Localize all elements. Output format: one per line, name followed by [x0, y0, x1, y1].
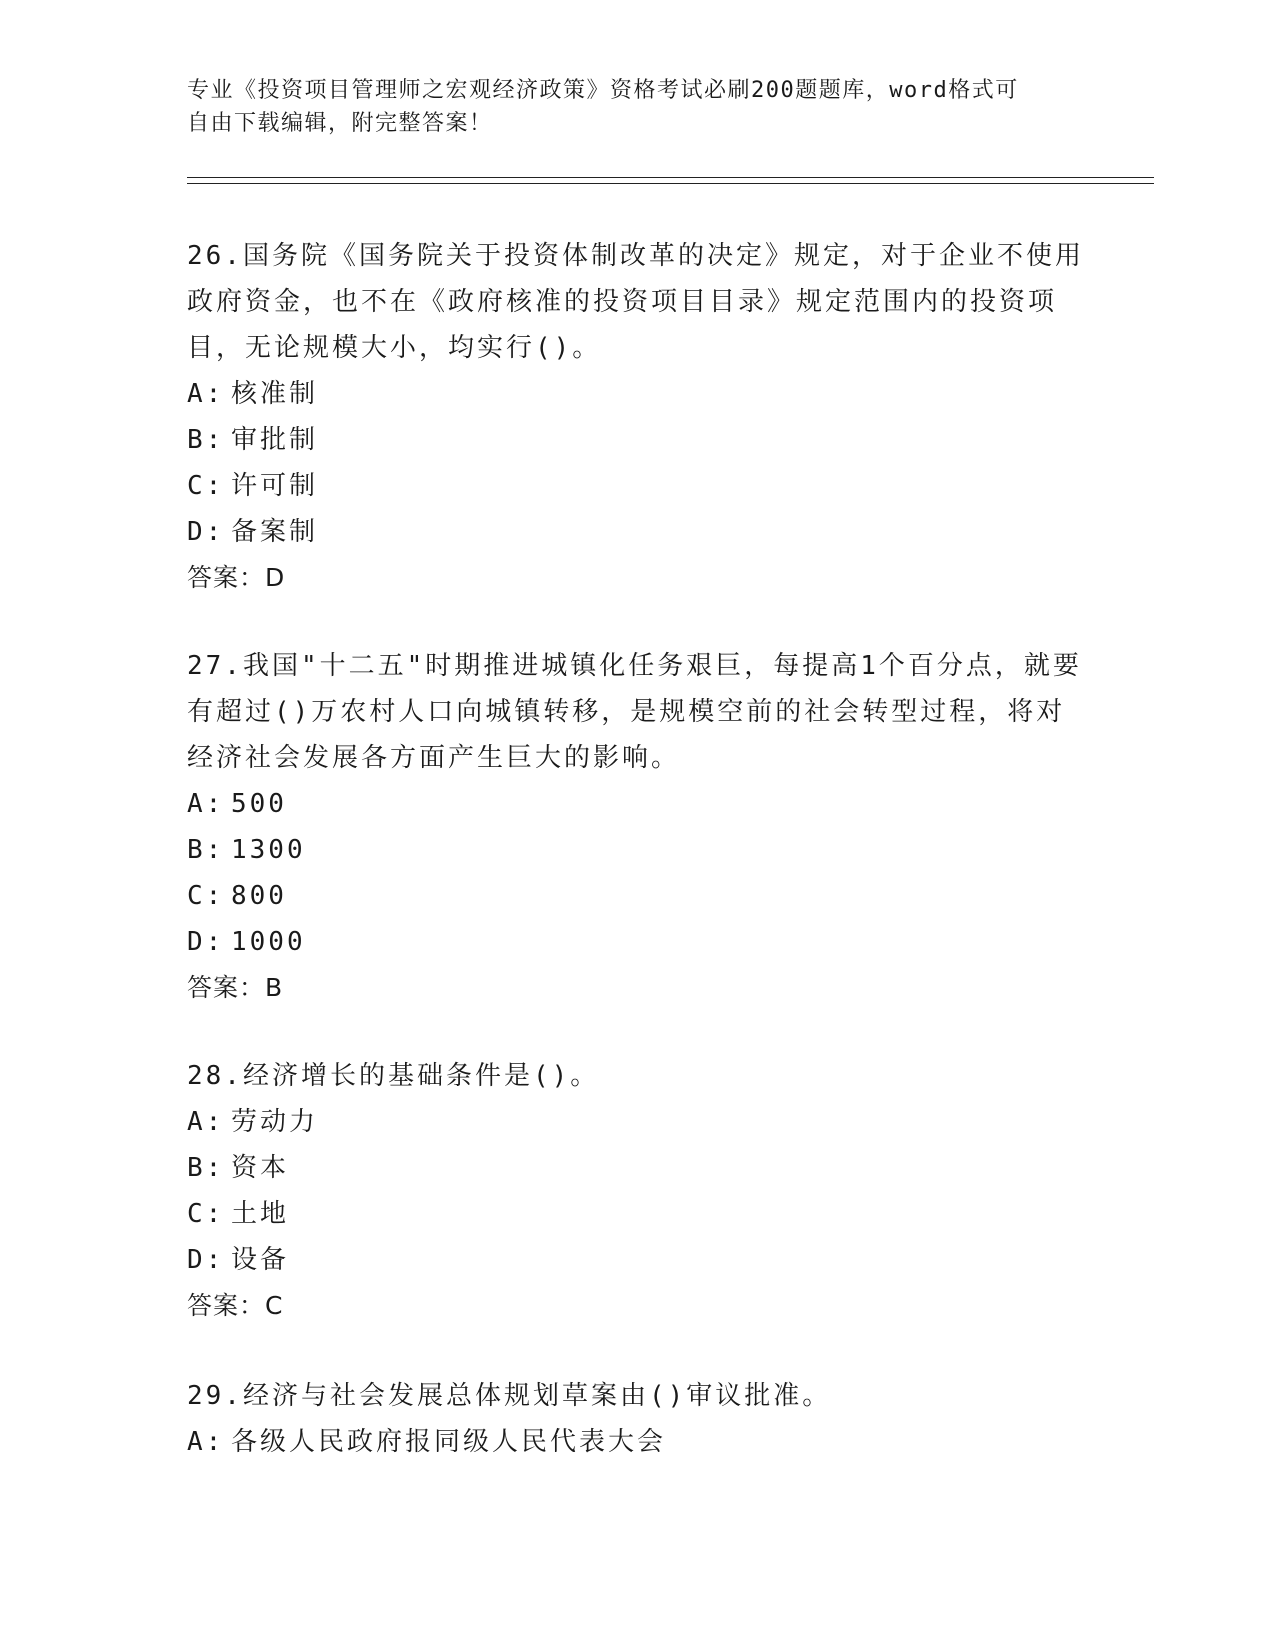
option-letter: C: [187, 1199, 225, 1229]
header-line-2: 自由下载编辑，附完整答案！ [187, 111, 493, 136]
option-text: 劳动力 [231, 1107, 319, 1137]
question-text: 28.经济增长的基础条件是()。 [187, 1061, 600, 1091]
option-b [187, 417, 1087, 463]
option-d [187, 919, 1087, 965]
option-text: 资本 [231, 1153, 290, 1183]
option-letter: D: [187, 1245, 225, 1275]
option-text: 土地 [231, 1199, 290, 1229]
option-text: 1300 [231, 835, 306, 865]
option-b [187, 1145, 1087, 1191]
option-text: 许可制 [231, 471, 319, 501]
document-header [187, 74, 1087, 140]
question-text: 26.国务院《国务院关于投资体制改革的决定》规定，对于企业不使用政府资金，也不在《政府核准的投资项目目录》规定范围内的投资项目，无论规模大小，均实行()。 [187, 241, 1084, 363]
option-letter: A: [187, 1107, 225, 1137]
option-letter: A: [187, 789, 225, 819]
option-text: 1000 [231, 927, 306, 957]
option-text: 500 [231, 789, 287, 819]
question-29 [187, 1373, 1087, 1465]
question-26 [187, 233, 1087, 601]
option-letter: A: [187, 379, 225, 409]
option-letter: B: [187, 425, 225, 455]
question-text: 27.我国"十二五"时期推进城镇化任务艰巨，每提高1个百分点，就要有超过()万农村人口向城镇转移，是规模空前的社会转型过程，将对经济社会发展各方面产生巨大的影响。 [187, 651, 1082, 773]
option-letter: D: [187, 927, 225, 957]
option-text: 审批制 [231, 425, 319, 455]
header-divider-top [187, 177, 1154, 178]
answer-line: 答案：B [187, 973, 284, 1002]
option-letter: D: [187, 517, 225, 547]
option-text: 设备 [231, 1245, 290, 1275]
option-text: 各级人民政府报同级人民代表大会 [231, 1427, 667, 1457]
option-letter: B: [187, 1153, 225, 1183]
option-b [187, 827, 1087, 873]
option-text: 备案制 [231, 517, 319, 547]
option-text: 核准制 [231, 379, 319, 409]
option-a [187, 1419, 1087, 1465]
question-27 [187, 643, 1087, 1011]
option-letter: B: [187, 835, 225, 865]
option-c [187, 463, 1087, 509]
header-divider-bottom [187, 183, 1154, 184]
question-text: 29.经济与社会发展总体规划草案由()审议批准。 [187, 1381, 832, 1411]
option-letter: C: [187, 881, 225, 911]
option-c [187, 873, 1087, 919]
answer-line: 答案：C [187, 1291, 284, 1320]
option-a [187, 781, 1087, 827]
option-d [187, 1237, 1087, 1283]
option-a [187, 1099, 1087, 1145]
option-d [187, 509, 1087, 555]
option-a [187, 371, 1087, 417]
option-letter: C: [187, 471, 225, 501]
option-c [187, 1191, 1087, 1237]
question-28 [187, 1053, 1087, 1329]
answer-line: 答案：D [187, 563, 286, 592]
option-text: 800 [231, 881, 287, 911]
option-letter: A: [187, 1427, 225, 1457]
header-line-1: 专业《投资项目管理师之宏观经济政策》资格考试必刷200题题库，word格式可 [187, 78, 1019, 103]
